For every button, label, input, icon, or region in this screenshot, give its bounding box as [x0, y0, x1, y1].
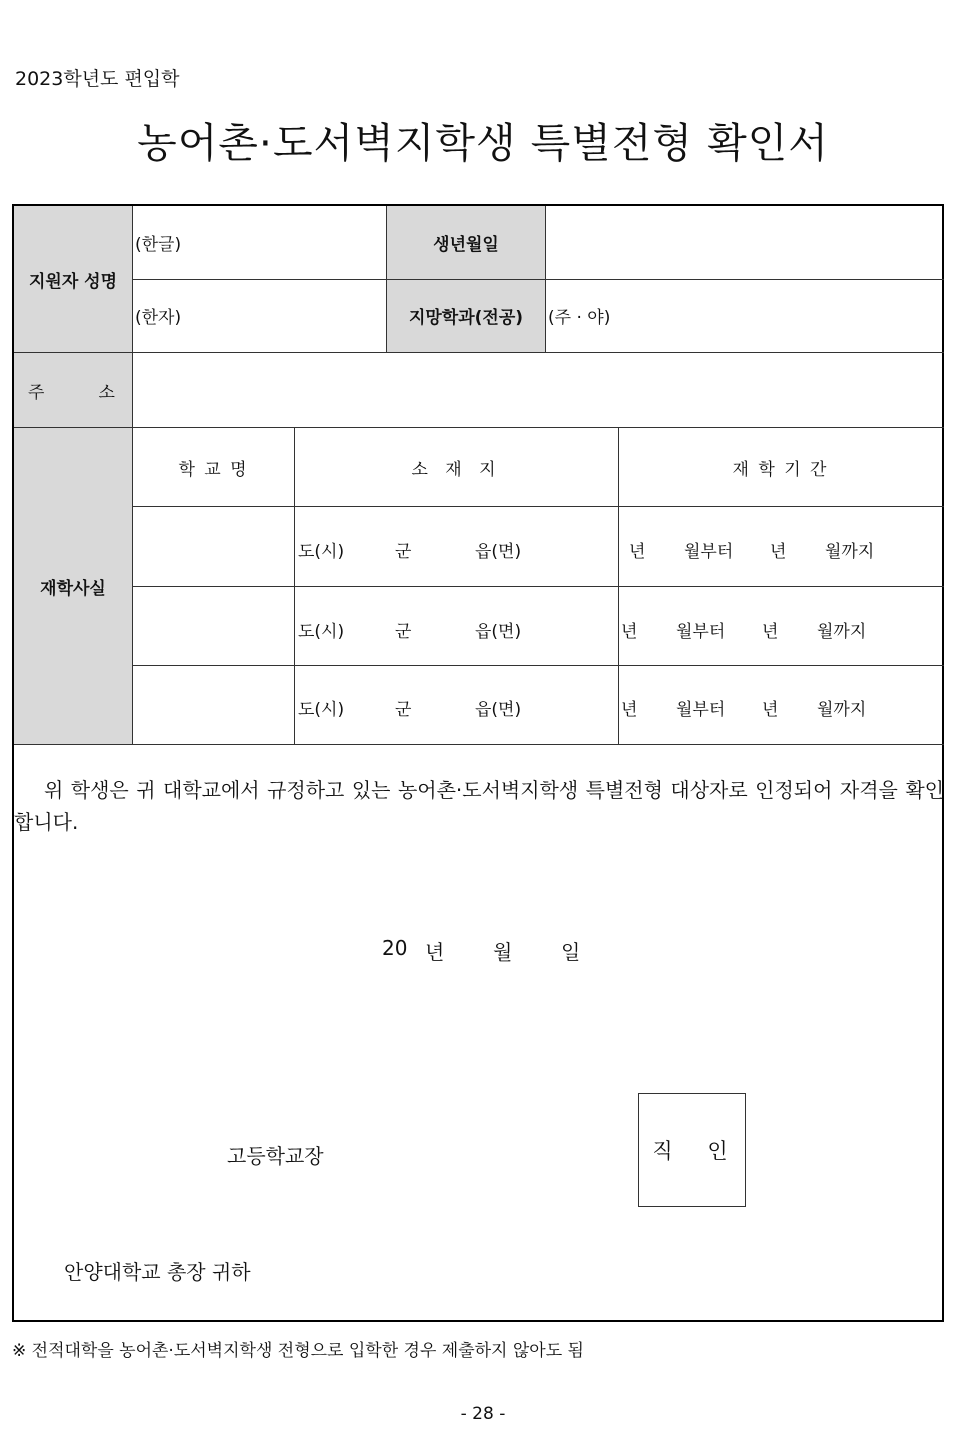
date-century: 20 — [382, 936, 408, 960]
year-from-label: 년 — [621, 622, 638, 642]
month-to-label: 월까지 — [817, 700, 867, 720]
school-name-field[interactable] — [133, 587, 294, 665]
eup-myeon-label: 읍(면) — [475, 700, 522, 720]
table-divider — [132, 586, 944, 587]
month-to-label: 월까지 — [825, 542, 875, 562]
period-header: 재 학 기 간 — [732, 459, 829, 480]
date-month-label: 월 — [493, 940, 513, 964]
table-divider — [132, 206, 133, 744]
do-si-label: 도(시) — [298, 700, 345, 720]
department-field[interactable]: (주 · 야) — [548, 308, 611, 328]
table-divider — [132, 665, 944, 666]
eup-myeon-label: 읍(면) — [475, 622, 522, 642]
month-from-label: 월부터 — [684, 542, 734, 562]
location-header: 소 재 지 — [411, 459, 502, 480]
do-si-label: 도(시) — [298, 542, 345, 562]
year-to-label: 년 — [762, 622, 779, 642]
month-to-label: 월까지 — [817, 622, 867, 642]
table-divider — [14, 427, 944, 428]
address-label: 주 소 — [14, 353, 132, 427]
footnote: ※ 전적대학을 농어촌·도서벽지학생 전형으로 입학한 경우 제출하지 않아도 됨 — [12, 1341, 584, 1361]
page-number: - 28 - — [460, 1404, 506, 1424]
table-divider — [14, 744, 944, 745]
table-divider — [132, 279, 944, 280]
applicant-name-label: 지원자 성명 — [14, 206, 132, 352]
school-name-field[interactable] — [133, 666, 294, 744]
document-header-year: 2023학년도 편입학 — [15, 68, 180, 90]
birth-date-label: 생년월일 — [387, 206, 545, 279]
year-from-label: 년 — [629, 542, 646, 562]
confirmation-statement: 위 학생은 귀 대학교에서 규정하고 있는 농어촌·도서벽지학생 특별전형 대상자로 인정되어 자격을 확인합니다. — [14, 778, 944, 834]
year-to-label: 년 — [770, 542, 787, 562]
school-name-field[interactable] — [133, 507, 294, 585]
birth-date-field[interactable] — [548, 206, 942, 279]
department-label: 지망학과(전공) — [387, 279, 545, 352]
do-si-label: 도(시) — [298, 622, 345, 642]
school-name-header: 학 교 명 — [178, 459, 249, 480]
month-from-label: 월부터 — [676, 700, 726, 720]
gun-label: 군 — [395, 700, 412, 720]
eup-myeon-label: 읍(면) — [475, 542, 522, 562]
hanja-name-field[interactable]: (한자) — [135, 308, 182, 328]
date-year-label: 년 — [425, 940, 445, 964]
principal-label: 고등학교장 — [227, 1144, 324, 1168]
table-divider — [14, 352, 944, 353]
official-seal-box: 직 인 — [638, 1093, 746, 1207]
month-from-label: 월부터 — [676, 622, 726, 642]
document-title: 농어촌·도서벽지학생 특별전형 확인서 — [137, 119, 829, 167]
table-divider — [132, 506, 944, 507]
year-to-label: 년 — [762, 700, 779, 720]
enrollment-label: 재학사실 — [14, 428, 132, 744]
gun-label: 군 — [395, 542, 412, 562]
date-day-label: 일 — [561, 940, 581, 964]
korean-name-field[interactable]: (한글) — [135, 235, 182, 255]
gun-label: 군 — [395, 622, 412, 642]
address-field[interactable] — [135, 353, 942, 427]
year-from-label: 년 — [621, 700, 638, 720]
recipient-label: 안양대학교 총장 귀하 — [64, 1260, 251, 1284]
